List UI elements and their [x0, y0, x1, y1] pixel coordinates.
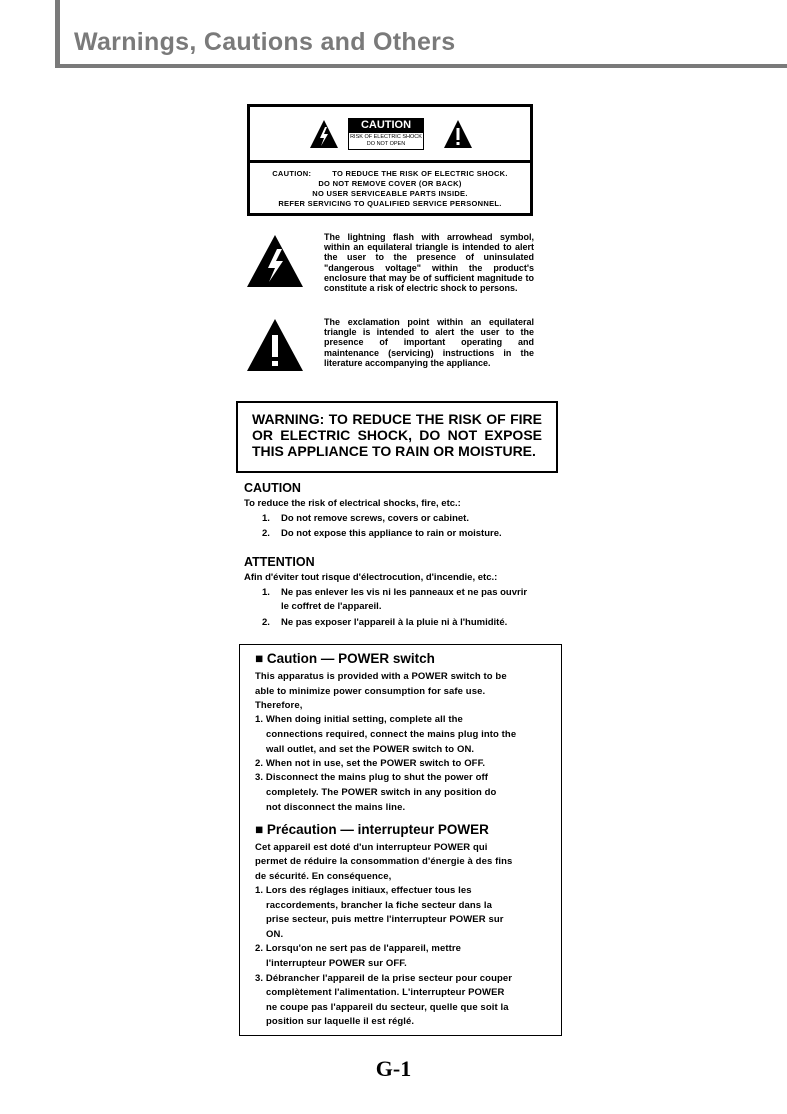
label-caption-box [348, 118, 424, 150]
power-text-line: 3. Disconnect the mains plug to shut the power off [255, 772, 489, 783]
caution-item [262, 513, 469, 524]
power-heading-en: ■ Caution — POWER switch [255, 651, 435, 666]
power-text-line: de sécurité. En conséquence, [255, 871, 392, 882]
power-text-line: l'interrupteur POWER sur OFF. [266, 958, 407, 969]
item-text: Do not expose this appliance to rain or moisture. [281, 528, 502, 539]
power-text-line: permet de réduire la consommation d'énergie à des fins [255, 856, 513, 867]
attention-item [262, 587, 527, 598]
power-text-line: position sur laquelle il est réglé. [266, 1016, 415, 1027]
attention-heading: ATTENTION [244, 555, 315, 569]
power-text-line: 2. Lorsqu'on ne sert pas de l'appareil, mettre [255, 943, 462, 954]
lightning-symbol-text: The lightning flash with arrowhead symbol, within an equilateral triangle is intended to alert the user to the presence of uninsulated "dangerous voltage" within the product's enclosure that may be of sufficient magnitude to constitute a risk of electric shock to persons. [324, 232, 534, 294]
caution-label [247, 104, 533, 216]
label-line4: REFER SERVICING TO QUALIFIED SERVICE PERSONNEL. [278, 199, 502, 208]
item-text: Do not remove screws, covers or cabinet. [281, 513, 469, 524]
warning-line1: WARNING: TO REDUCE THE RISK OF FIRE [252, 411, 542, 427]
label-risk-line1: RISK OF ELECTRIC SHOCK [350, 134, 422, 140]
power-text-line: connections required, connect the mains plug into the [266, 729, 517, 740]
attention-intro: Afin d'éviter tout risque d'électrocution, d'incendie, etc.: [244, 572, 498, 583]
label-risk-text [348, 132, 424, 150]
power-heading-fr: ■ Précaution — interrupteur POWER [255, 822, 489, 837]
exclamation-symbol-text: The exclamation point within an equilateral triangle is intended to alert the user to the presence of important operating and maintenance (servicing) instructions in the literature accompanying the appliance. [324, 317, 534, 368]
caution-intro: To reduce the risk of electrical shocks, fire, etc.: [244, 498, 461, 509]
power-text-line: ne coupe pas l'appareil du secteur, quelle que soit la [266, 1002, 509, 1013]
item-number: 1. [262, 587, 270, 598]
warning-line3: THIS APPLIANCE TO RAIN OR MOISTURE. [252, 443, 536, 459]
power-text-line: ON. [266, 929, 284, 940]
header-accent-bar [55, 0, 60, 68]
power-text-line: 1. When doing initial setting, complete all the [255, 714, 463, 725]
label-risk-line2: DO NOT OPEN [366, 141, 406, 147]
lightning-symbol-icon [246, 234, 304, 288]
label-caution-title: CAUTION [348, 118, 424, 132]
attention-item-continuation: le coffret de l'appareil. [281, 601, 382, 612]
header-rule [55, 64, 787, 68]
power-text-line: Therefore, [255, 700, 303, 711]
caution-heading: CAUTION [244, 481, 301, 495]
warning-line2: OR ELECTRIC SHOCK, DO NOT EXPOSE [252, 427, 542, 443]
page-title: Warnings, Cautions and Others [74, 28, 456, 56]
power-text-line: not disconnect the mains line. [266, 802, 406, 813]
warning-box [236, 401, 558, 473]
power-text-line: This apparatus is provided with a POWER switch to be [255, 671, 507, 682]
power-text-line: complètement l'alimentation. L'interrupteur POWER [266, 987, 505, 998]
label-divider [250, 160, 530, 163]
power-text-line: prise secteur, puis mettre l'interrupteur POWER sur [266, 914, 504, 925]
item-number: 2. [262, 617, 270, 628]
label-line3: NO USER SERVICEABLE PARTS INSIDE. [312, 189, 468, 198]
lightning-triangle-icon [309, 119, 339, 149]
item-number: 2. [262, 528, 270, 539]
item-text: Ne pas enlever les vis ni les panneaux et ne pas ouvrir [281, 587, 528, 598]
page-number: G-1 [375, 1056, 412, 1081]
attention-item [262, 617, 507, 628]
exclamation-triangle-icon [443, 119, 473, 149]
caution-item [262, 528, 502, 539]
label-line1: TO REDUCE THE RISK OF ELECTRIC SHOCK. [332, 169, 508, 178]
power-text-line: raccordements, brancher la fiche secteur dans la [266, 900, 493, 911]
power-text-line: Cet appareil est doté d'un interrupteur POWER qui [255, 842, 488, 853]
power-text-line: 1. Lors des réglages initiaux, effectuer tous les [255, 885, 472, 896]
label-line2: DO NOT REMOVE COVER (OR BACK) [318, 179, 462, 188]
power-text-line: completely. The POWER switch in any position do [266, 787, 497, 798]
item-number: 1. [262, 513, 270, 524]
label-prefix: CAUTION: [272, 169, 312, 178]
item-text: Ne pas exposer l'appareil à la pluie ni à l'humidité. [281, 617, 508, 628]
label-instructions [250, 169, 530, 209]
power-text-line: 3. Débrancher l'appareil de la prise secteur pour couper [255, 973, 513, 984]
exclamation-symbol-icon [246, 318, 304, 372]
power-text-line: able to minimize power consumption for safe use. [255, 686, 486, 697]
power-text-line: wall outlet, and set the POWER switch to ON. [266, 744, 475, 755]
power-text-line: 2. When not in use, set the POWER switch to OFF. [255, 758, 486, 769]
